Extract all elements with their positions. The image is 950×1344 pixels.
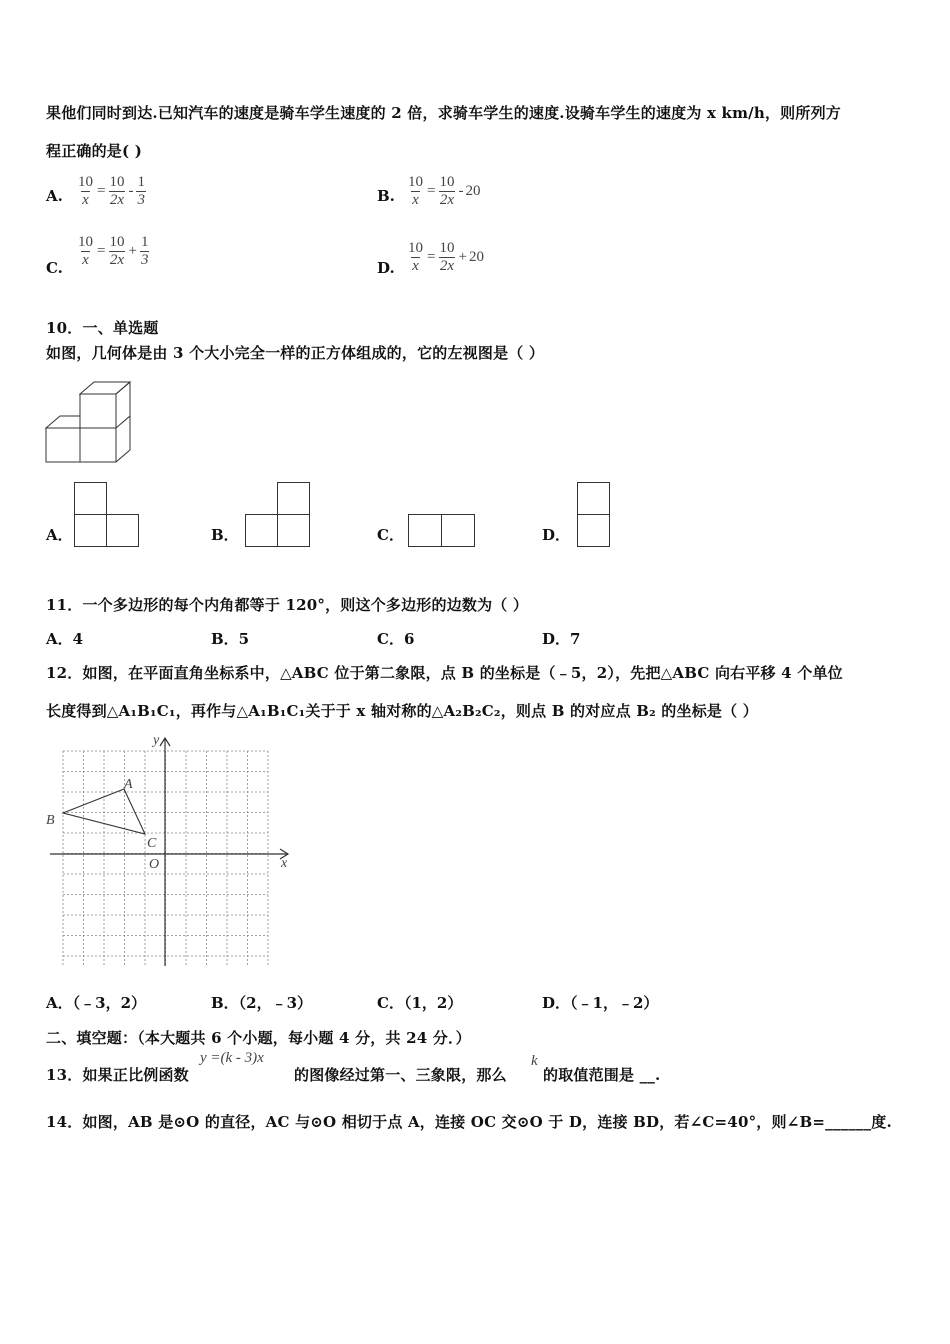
q9-stem-line2: 程正确的是( ) xyxy=(46,142,143,160)
q11-stem: 11．一个多边形的每个内角都等于 120°，则这个多边形的边数为（ ） xyxy=(46,596,529,614)
point-a-label: A xyxy=(124,777,133,792)
q9-option-d-formula: $\frac{10}{x}$ = $\frac{10}{2x}$ + 20 xyxy=(408,240,484,274)
q10-solid-figure xyxy=(44,380,134,466)
point-c-label: C xyxy=(147,836,157,851)
q11-option-b: B．5 xyxy=(211,630,250,648)
x-axis-label: x xyxy=(281,856,288,871)
q9-stem-line1: 果他们同时到达.已知汽车的速度是骑车学生速度的 2 倍，求骑车学生的速度.设骑车学生的速度为 x km/h，则所列方 xyxy=(46,104,841,122)
q10-stem: 如图，几何体是由 3 个大小完全一样的正方体组成的，它的左视图是（ ） xyxy=(46,344,545,362)
q10-option-d-label: D． xyxy=(542,526,571,544)
point-b-label: B xyxy=(46,813,55,828)
q9-option-c-formula: $\frac{10}{x}$ = $\frac{10}{2x}$ + $\frac{1}{3}$ xyxy=(78,234,149,268)
q10-option-b-view xyxy=(245,482,311,548)
q9-option-b-formula: $\frac{10}{x}$ = $\frac{10}{2x}$ - 20 xyxy=(408,174,481,208)
q11-option-d: D．7 xyxy=(542,630,581,648)
q12-option-b: B．（2，﹣3） xyxy=(211,994,313,1012)
q12-stem-line1: 12．如图，在平面直角坐标系中，△ABC 位于第二象限，点 B 的坐标是（﹣5，2），先把△ABC 向右平移 4 个单位 xyxy=(46,664,843,682)
q9-option-c-label: C. xyxy=(46,259,63,277)
q12-stem-line2: 长度得到△A₁B₁C₁，再作与△A₁B₁C₁关于于 x 轴对称的△A₂B₂C₂，则点 B 的对应点 B₂ 的坐标是（ ） xyxy=(46,702,758,720)
q13-middle: 的图像经过第一、三象限，那么 xyxy=(294,1066,507,1084)
y-axis-label: y xyxy=(153,733,160,748)
q10-option-c-label: C． xyxy=(377,526,404,544)
q10-option-a-label: A． xyxy=(46,526,73,544)
q10-option-b-label: B． xyxy=(211,526,239,544)
q12-option-a: A．（﹣3，2） xyxy=(46,994,147,1012)
q10-heading: 10．一、单选题 xyxy=(46,319,159,337)
q13-formula: y =(k - 3)x xyxy=(200,1050,264,1066)
q10-option-c-view xyxy=(408,514,476,548)
q12-option-d: D．（﹣1，﹣2） xyxy=(542,994,659,1012)
q9-option-d-label: D. xyxy=(377,259,395,277)
q14-stem: 14．如图，AB 是⊙O 的直径，AC 与⊙O 相切于点 A，连接 OC 交⊙O 于 D，连接 BD，若∠C=40°，则∠B=______度. xyxy=(46,1113,892,1131)
q9-option-b-label: B. xyxy=(377,187,395,205)
q13-k-symbol: k xyxy=(531,1053,538,1069)
q12-option-c: C．（1，2） xyxy=(377,994,463,1012)
q13-suffix: 的取值范围是 __. xyxy=(543,1066,661,1084)
q13-prefix: 13．如果正比例函数 xyxy=(46,1066,189,1084)
section-2-heading: 二、填空题：（本大题共 6 个小题，每小题 4 分，共 24 分．） xyxy=(46,1029,471,1047)
q10-option-d-view xyxy=(577,482,611,548)
q12-coordinate-graph xyxy=(46,734,296,970)
q10-option-a-view xyxy=(74,482,140,548)
q11-option-c: C．6 xyxy=(377,630,415,648)
q9-option-a-formula: $\frac{10}{x}$ = $\frac{10}{2x}$ - 1 3 xyxy=(78,174,145,208)
q9-option-a-label: A. xyxy=(46,187,63,205)
q11-option-a: A．4 xyxy=(46,630,84,648)
origin-label: O xyxy=(149,857,160,872)
